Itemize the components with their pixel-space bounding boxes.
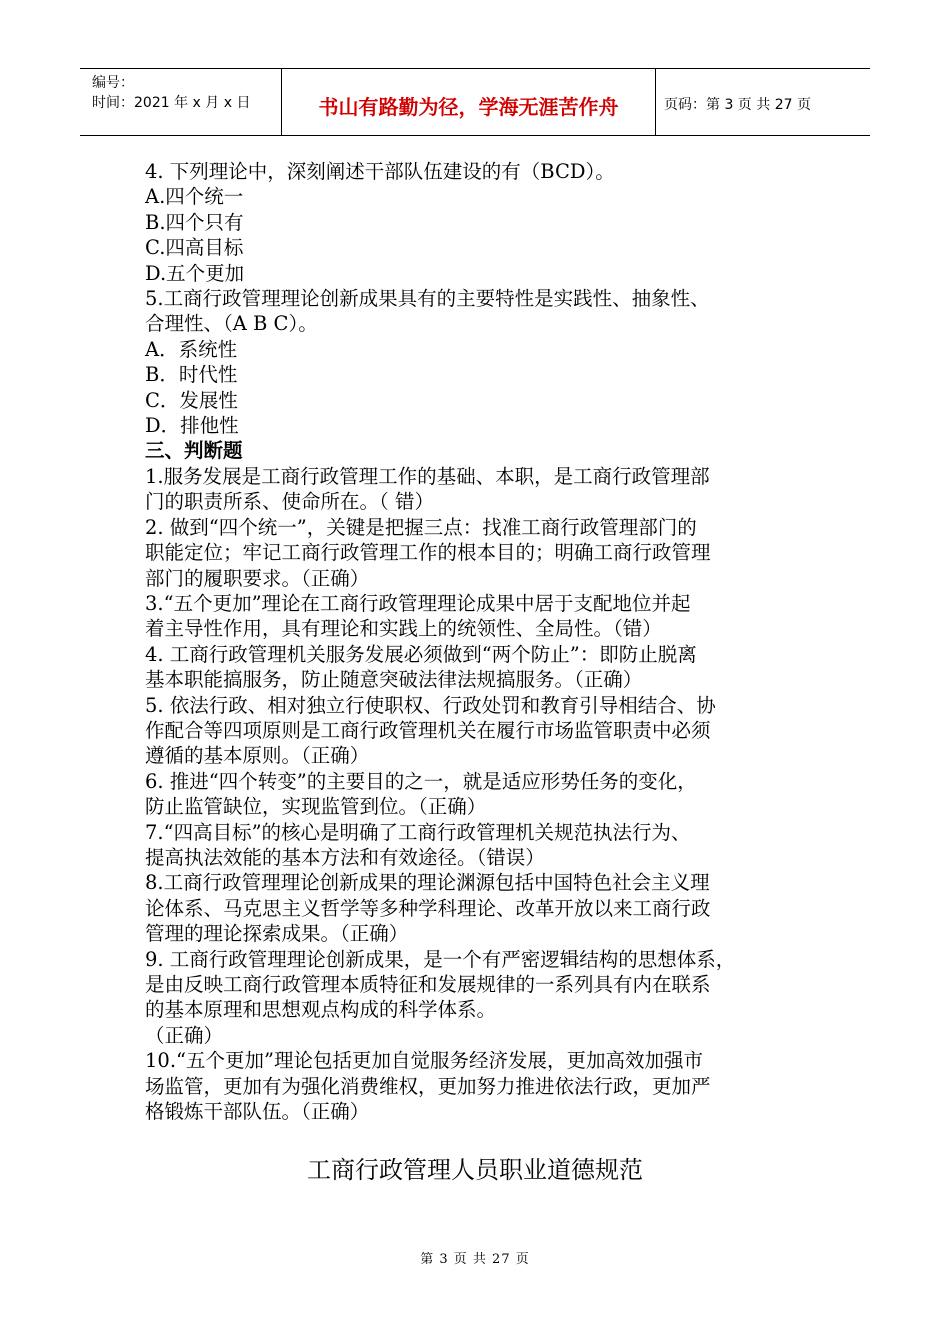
text-line: C．发展性 [145, 388, 238, 412]
text-line: 管理的理论探索成果。（正确） [145, 922, 409, 946]
section-title: 工商行政管理人员职业道德规范 [307, 1156, 643, 1184]
text-line: A.四个统一 [145, 185, 244, 209]
text-line: 10.“五个更加”理论包括更加自觉服务经济发展，更加高效加强市 [145, 1049, 703, 1073]
text-line: 作配合等四项原则是工商行政管理机关在履行市场监管职责中必须 [145, 718, 711, 742]
page-footer: 第 3 页 共 27 页 [420, 1252, 530, 1267]
text-line: 防止监管缺位，实现监管到位。（正确） [145, 795, 487, 819]
text-line: 着主导性作用，具有理论和实践上的统领性、全局性。（错） [145, 617, 662, 641]
text-line: 9. 工商行政管理理论创新成果，是一个有严密逻辑结构的思想体系， [145, 947, 736, 971]
header-page-number: 页码：第 3 页 共 27 页 [664, 97, 811, 113]
text-line: 1.服务发展是工商行政管理工作的基础、本职，是工商行政管理部 [145, 464, 710, 488]
text-line: 职能定位；牢记工商行政管理工作的根本目的；明确工商行政管理 [145, 541, 711, 565]
text-line: 8.工商行政管理理论创新成果的理论渊源包括中国特色社会主义理 [145, 871, 710, 895]
text-line: 3.“五个更加”理论在工商行政管理理论成果中居于支配地位并起 [145, 591, 691, 615]
text-line: 场监管，更加有为强化消费维权，更加努力推进依法行政，更加严 [145, 1074, 711, 1098]
text-line: 遵循的基本原则。（正确） [145, 744, 370, 768]
text-line: 提高执法效能的基本方法和有效途径。（错误） [145, 845, 545, 869]
text-line: 7.“四高目标”的核心是明确了工商行政管理机关规范执法行为、 [145, 820, 691, 844]
text-line: 4. 下列理论中，深刻阐述干部队伍建设的有（BCD）。 [145, 160, 615, 183]
text-line: 2. 做到“四个统一”，关键是把握三点：找准工商行政管理部门的 [145, 515, 697, 539]
header-meta [80, 69, 282, 135]
text-line: 6. 推进“四个转变”的主要目的之一，就是适应形势任务的变化， [145, 769, 697, 793]
text-line: （正确） [145, 1023, 224, 1047]
header-date: 时间：2021 年 x 月 x 日 [92, 95, 251, 111]
text-line: B．时代性 [145, 363, 238, 387]
page-header [80, 68, 870, 136]
text-line: 基本职能搞服务，防止随意突破法律法规搞服务。（正确） [145, 668, 643, 692]
text-line: D．排他性 [145, 414, 239, 438]
text-line: 4. 工商行政管理机关服务发展必须做到“两个防止”：即防止脱离 [145, 642, 697, 666]
text-line: 5. 依法行政、相对独立行使职权、行政处罚和教育引导相结合、协 [145, 693, 716, 717]
text-line: 论体系、马克思主义哲学等多种学科理论、改革开放以来工商行政 [145, 896, 711, 920]
section-heading: 三、判断题 [145, 439, 243, 463]
text-line: 的基本原理和思想观点构成的科学体系。 [145, 998, 497, 1022]
document-body [145, 159, 815, 1124]
text-line: 5.工商行政管理理论创新成果具有的主要特性是实践性、抽象性、 [145, 287, 710, 311]
text-line: C.四高目标 [145, 236, 244, 260]
text-line: 部门的履职要求。（正确） [145, 566, 370, 590]
text-line: 门的职责所系、使命所在。（ 错） [145, 490, 434, 514]
header-motto: 书山有路勤为径，学海无涯苦作舟 [282, 69, 656, 135]
text-line: 合理性、（A B C）。 [145, 312, 318, 336]
text-line: B.四个只有 [145, 210, 244, 234]
text-line: 是由反映工商行政管理本质特征和发展规律的一系列具有内在联系 [145, 973, 711, 996]
header-number: 编号： [92, 75, 134, 91]
text-line: A．系统性 [145, 337, 238, 361]
text-line: 格锻炼干部队伍。（正确） [145, 1100, 370, 1124]
text-line: D.五个更加 [145, 261, 245, 285]
